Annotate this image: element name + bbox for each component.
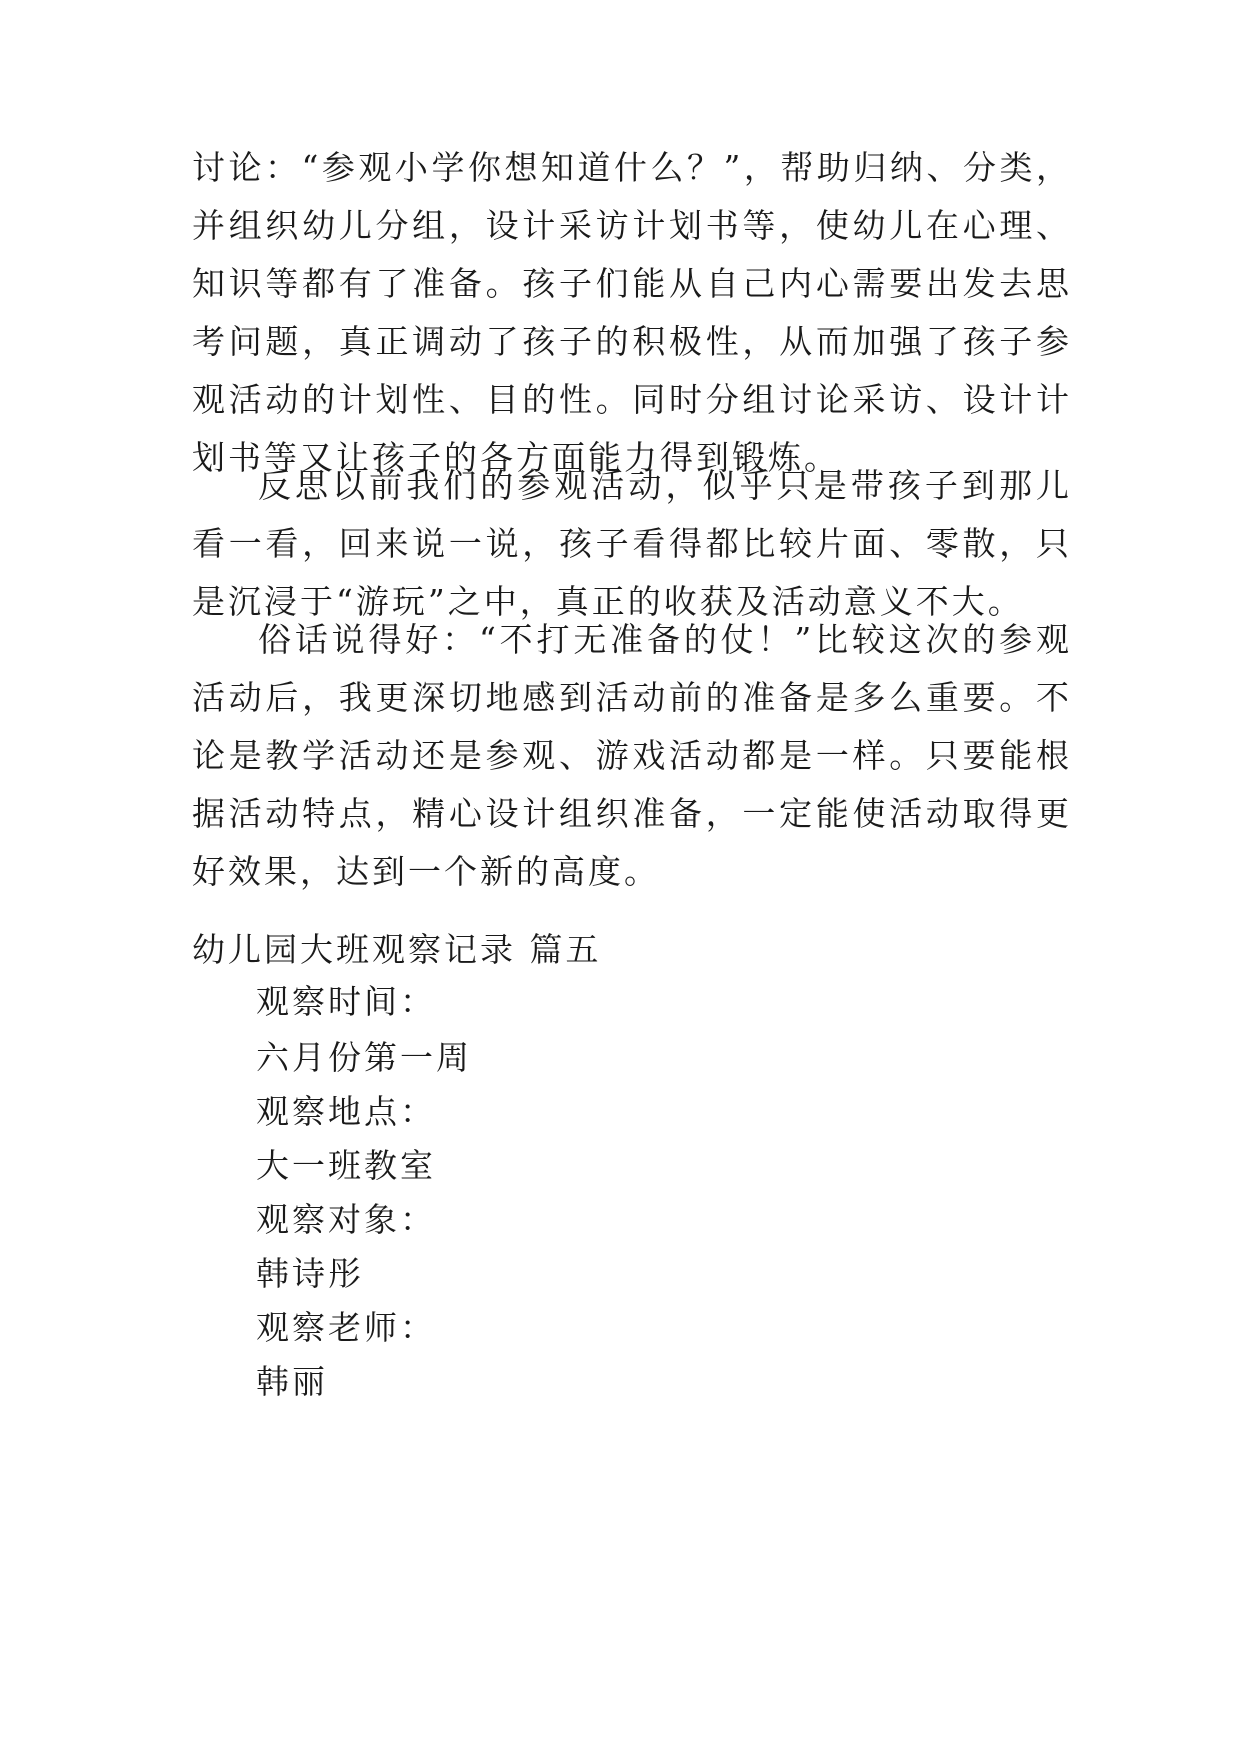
observation-time-value: 六月份第一周 [256,1038,472,1077]
paragraph-reflection: 反思以前我们的参观活动，似乎只是带孩子到那儿看一看，回来说一说，孩子看得都比较片面、零散，只是沉浸于“游玩”之中，真正的收获及活动意义不大。 [192,466,1072,621]
observation-time-label: 观察时间： [256,982,436,1021]
observation-place-value: 大一班教室 [256,1146,436,1185]
section-title: 幼儿园大班观察记录 篇五 [192,930,602,969]
paragraph-proverb: 俗话说得好：“不打无准备的仗！”比较这次的参观活动后，我更深切地感到活动前的准备是多么重要。不论是教学活动还是参观、游戏活动都是一样。只要能根据活动特点，精心设计组织准备，一定能使活动取得更好效果，达到一个新的高度。 [192,620,1072,891]
paragraph-discussion: 讨论：“参观小学你想知道什么？”，帮助归纳、分类，并组织幼儿分组，设计采访计划书等，使幼儿在心理、知识等都有了准备。孩子们能从自己内心需要出发去思考问题，真正调动了孩子的积极性，从而加强了孩子参观活动的计划性、目的性。同时分组讨论采访、设计计划书等又让孩子的各方面能力得到锻炼。 [192,148,1072,477]
observation-teacher-value: 韩丽 [256,1362,328,1401]
observation-teacher-label: 观察老师： [256,1308,436,1347]
observation-subject-value: 韩诗彤 [256,1254,364,1293]
observation-place-label: 观察地点： [256,1092,436,1131]
observation-subject-label: 观察对象： [256,1200,436,1239]
